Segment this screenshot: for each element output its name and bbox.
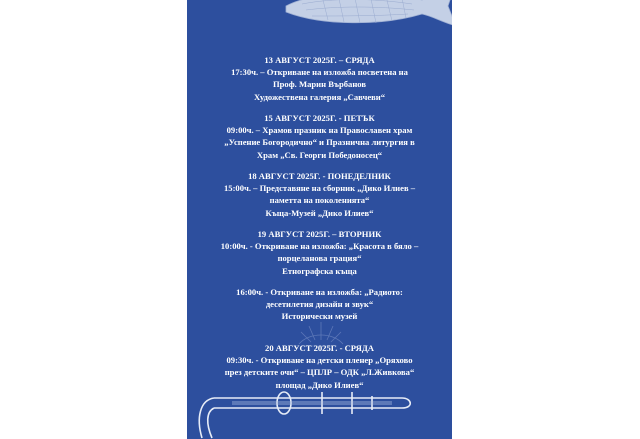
event-date: 20 АВГУСТ 2025Г. - СРЯДА	[265, 343, 374, 353]
event-aug-19-morning	[187, 228, 452, 277]
trombone-illustration	[192, 378, 422, 439]
event-line: паметта на поколенията“	[269, 195, 370, 206]
event-line: 16:00ч. - Откриване на изложба: „Радиото:	[236, 287, 403, 297]
event-line: десетилетия дизайн и звук“	[265, 299, 374, 310]
event-date: 18 АВГУСТ 2025Г. - ПОНЕДЕЛНИК	[248, 171, 391, 181]
event-line: Проф. Марин Върбанов	[272, 79, 367, 90]
event-line: площад „Дико Илиев“	[275, 379, 364, 390]
event-line: „Успение Богородично“ и Празнична литургия в	[224, 137, 415, 148]
event-line: 09:30ч. - Откриване на детски пленер „Оряхово	[226, 355, 413, 366]
event-aug-15	[187, 112, 452, 161]
event-date: 13 АВГУСТ 2025Г. – СРЯДА	[264, 55, 375, 65]
event-line: порцеланова грация“	[277, 253, 362, 264]
event-aug-13	[187, 54, 452, 103]
event-line: 17:30ч. – Откриване на изложба посветена на	[231, 67, 408, 78]
event-line: Храм „Св. Георги Победоносец“	[256, 149, 383, 160]
event-line: Исторически музей	[281, 311, 358, 322]
event-line: през детските очи“ – ЦПЛР – ОДК „Л.Живкова“	[224, 367, 415, 378]
event-poster	[187, 0, 452, 439]
event-line: Художествена галерия „Савчеви“	[253, 91, 386, 102]
event-line: Етнографска къща	[282, 265, 357, 276]
fish-illustration	[282, 0, 452, 38]
event-aug-18	[187, 170, 452, 219]
event-line: 10:00ч. - Откриване на изложба: „Красота в бяло –	[220, 241, 419, 252]
event-line: 15:00ч. – Представяне на сборник „Дико Илиев –	[223, 183, 416, 194]
event-date: 19 АВГУСТ 2025Г. – ВТОРНИК	[257, 229, 382, 239]
event-line: 09:00ч. – Храмов празник на Православен храм	[226, 125, 413, 136]
event-line: Къща-Музей „Дико Илиев“	[265, 207, 374, 218]
event-date: 15 АВГУСТ 2025Г. - ПЕТЪК	[264, 113, 375, 123]
